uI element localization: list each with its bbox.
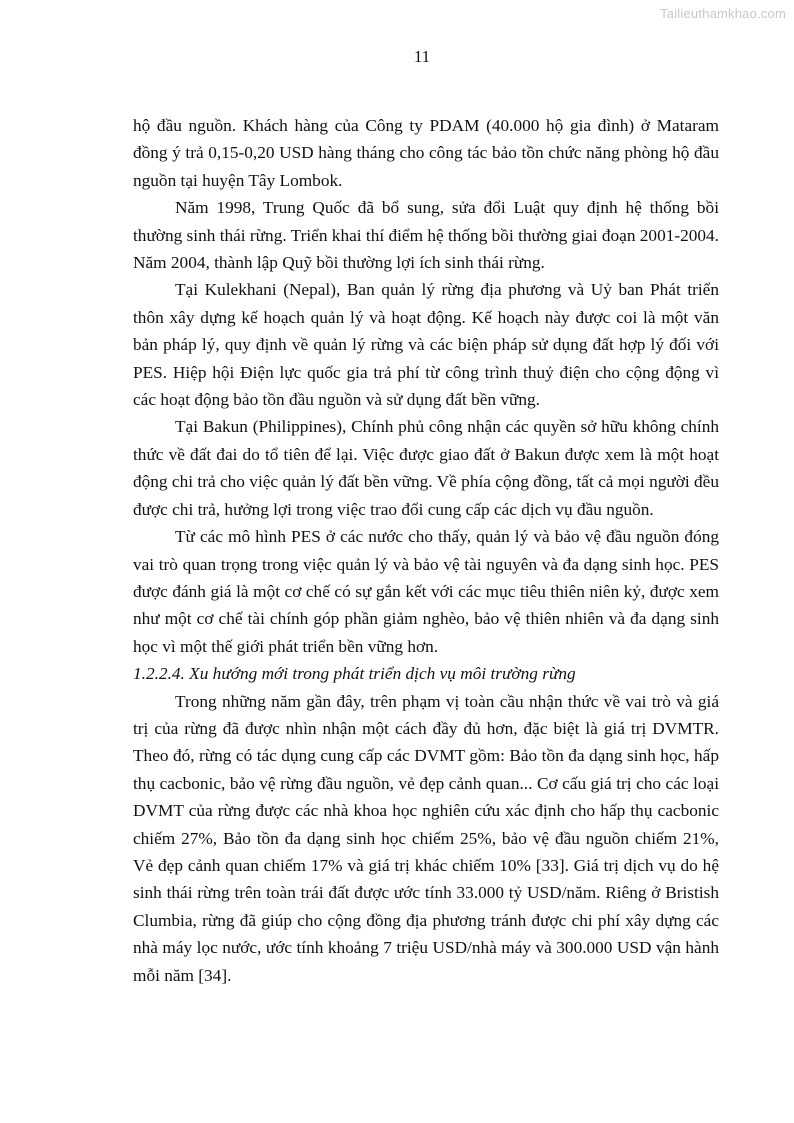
paragraph-continuation: hộ đầu nguồn. Khách hàng của Công ty PDAM (40.000 hộ gia đình) ở Mataram đồng ý trả 0,15-0,20 USD hàng tháng cho công tác bảo tồn chức năng phòng hộ đầu nguồn tại huyện Tây Lombok. — [133, 116, 719, 190]
section-heading: 1.2.2.4. Xu hướng mới trong phát triển dịch vụ môi trường rừng — [133, 664, 576, 684]
watermark: Tailieuthamkhao.com — [660, 6, 786, 21]
paragraph-china: Năm 1998, Trung Quốc đã bổ sung, sửa đổi Luật quy định hệ thống bồi thường sinh thái rừng. Triển khai thí điểm hệ thống bồi thường giai đoạn 2001-2004. Năm 2004, thành lập Quỹ bồi thường lợi ích sinh thái rừng. — [133, 198, 719, 273]
paragraph-nepal: Tại Kulekhani (Nepal), Ban quản lý rừng địa phương và Uỷ ban Phát triển thôn xây dựng kế hoạch quản lý và hoạt động. Kế hoạch này được coi là một văn bản pháp lý, quy định về quản lý rừng và các biện pháp sử dụng đất hợp lý đối với PES. Hiệp hội Điện lực quốc gia trả phí từ công trình thuỷ điện cho cộng động vì các hoạt động bảo tồn đầu nguồn và sử dụng đất bền vững. — [133, 280, 719, 410]
page-number: 11 — [413, 47, 431, 66]
paragraph-philippines: Tại Bakun (Philippines), Chính phủ công nhận các quyền sở hữu không chính thức về đất đai do tổ tiên để lại. Việc được giao đất ở Bakun được xem là một hoạt động chi trả cho việc quản lý đất bền vững. Về phía cộng đồng, tất cả mọi người đều được chi trả, hưởng lợi trong việc trao đổi cung cấp các dịch vụ đầu nguồn. — [133, 417, 719, 519]
document-body — [133, 112, 719, 989]
paragraph-summary: Từ các mô hình PES ở các nước cho thấy, quản lý và bảo vệ đầu nguồn đóng vai trò quan trọng trong việc quản lý và bảo vệ tài nguyên và đa dạng sinh học. PES được đánh giá là một cơ chế có sự gắn kết với các mục tiêu thiên niên kỷ, được xem như một cơ chế tài chính góp phần giảm nghèo, bảo vệ thiên nhiên và đa dạng sinh học vì một thế giới phát triển bền vững hơn. — [133, 527, 719, 656]
paragraph-trends: Trong những năm gần đây, trên phạm vị toàn cầu nhận thức về vai trò và giá trị của rừng đã được nhìn nhận một cách đầy đủ hơn, đặc biệt là giá trị DVMTR. Theo đó, rừng có tác dụng cung cấp các DVMT gồm: Bảo tồn đa dạng sinh học, hấp thụ cacbonic, bảo vệ rừng đầu nguồn, vẻ đẹp cảnh quan... Cơ cấu giá trị cho các loại DVMT của rừng được các nhà khoa học nghiên cứu xác định cho hấp thụ cacbonic chiếm 27%, Bảo tồn đa dạng sinh học chiếm 25%, bảo vệ đầu nguồn chiếm 21%, Vẻ đẹp cảnh quan chiếm 17% và giá trị khác chiếm 10% [33]. Giá trị dịch vụ do hệ sinh thái rừng trên toàn trái đất được ước tính 33.000 tỷ USD/năm. Riêng ở Bristish Clumbia, rừng đã giúp cho cộng đồng địa phương tránh được chi phí xây dựng các nhà máy lọc nước, ước tính khoảng 7 triệu USD/nhà máy và 300.000 USD vận hành mỗi năm [34]. — [133, 691, 719, 985]
